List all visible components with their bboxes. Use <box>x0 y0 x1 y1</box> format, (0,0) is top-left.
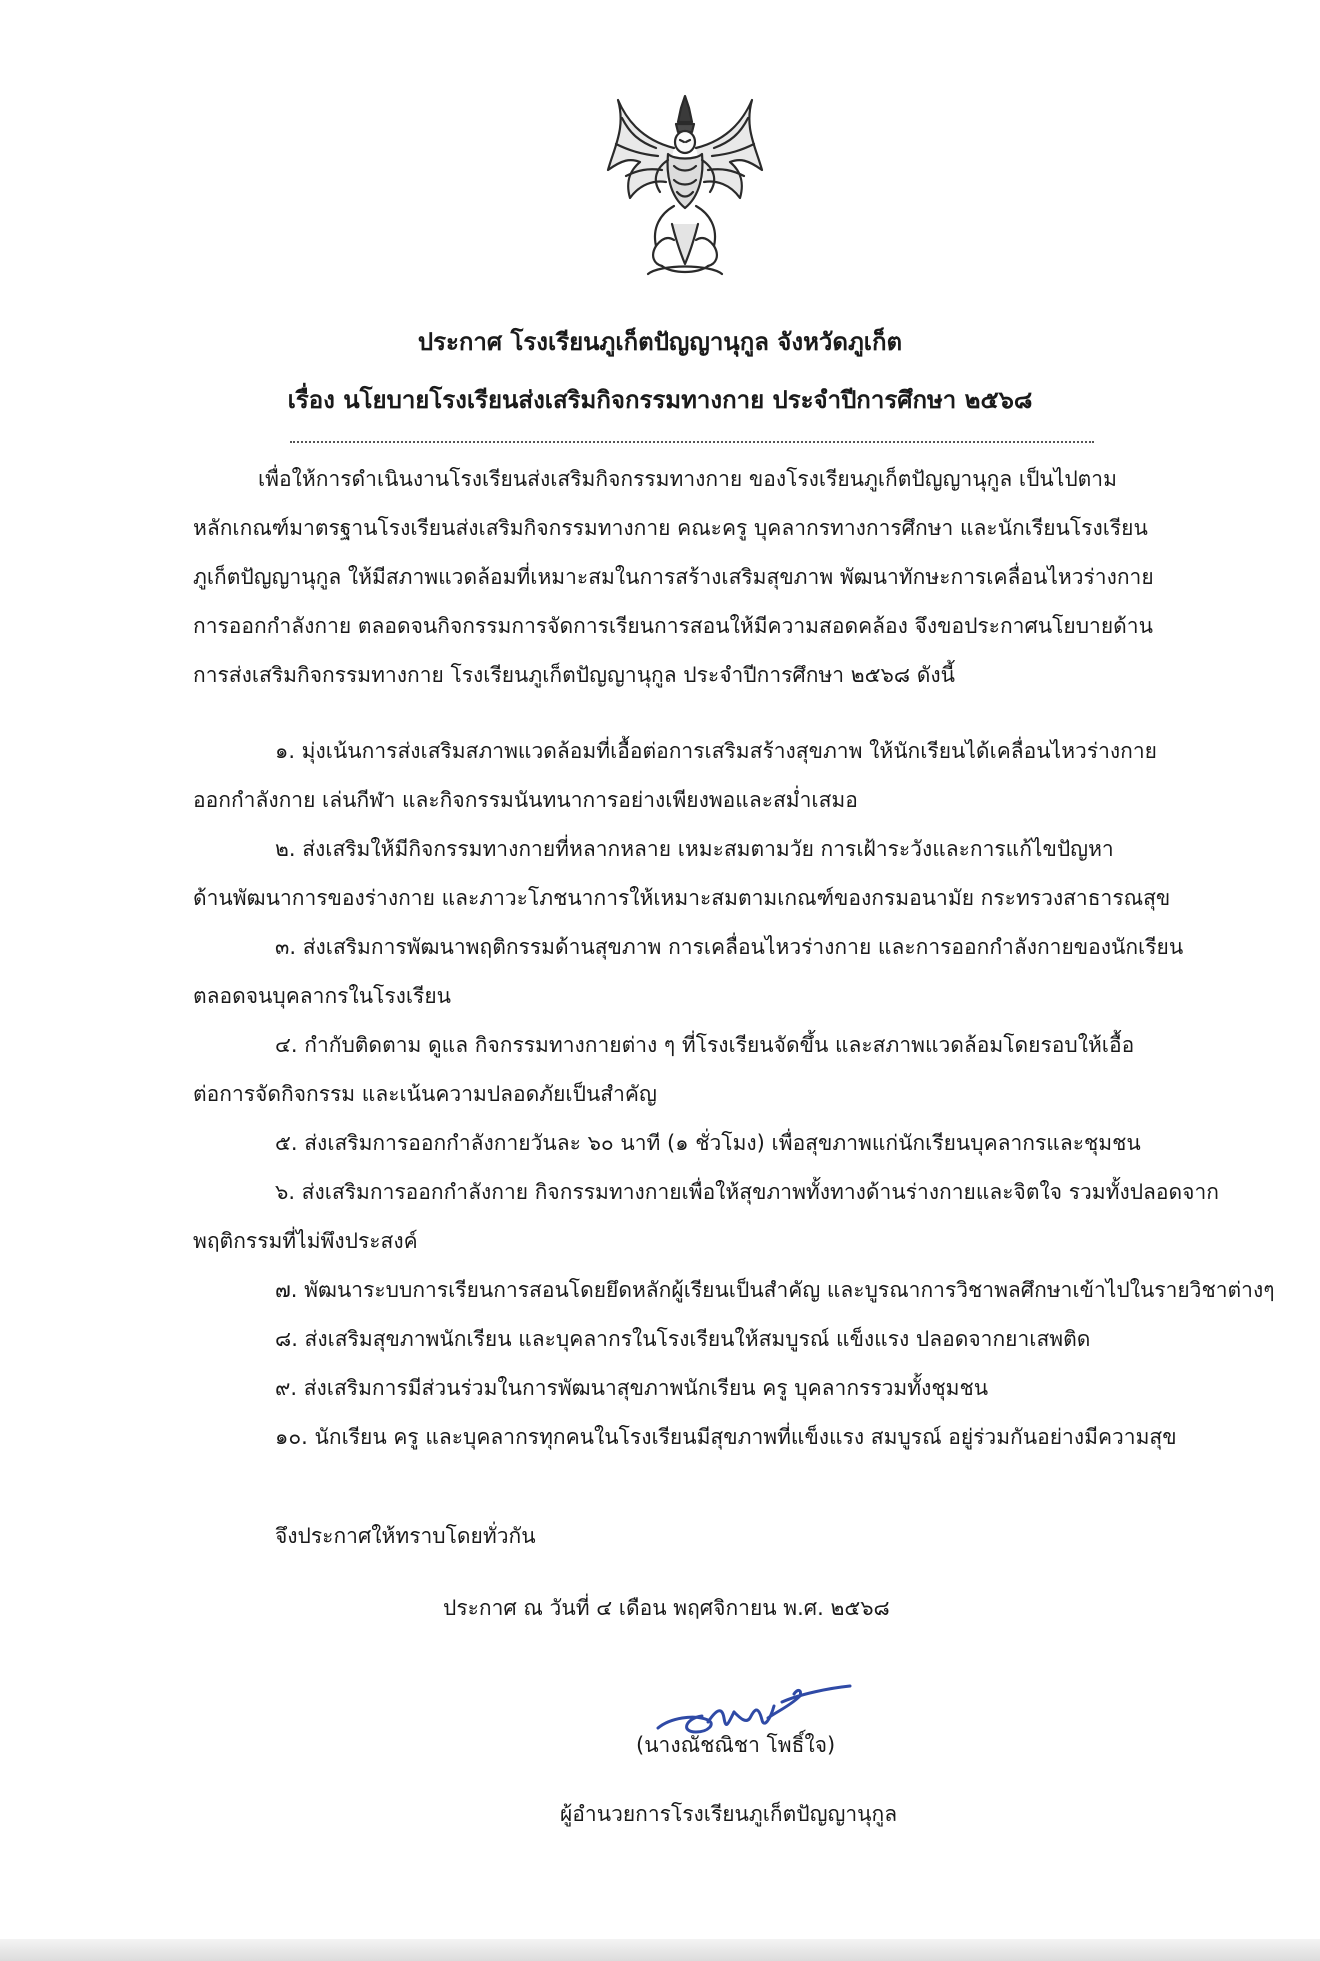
policy-item: ๘. ส่งเสริมสุขภาพนักเรียน และบุคลากรในโรงเรียนให้สมบูรณ์ แข็งแรง ปลอดจากยาเสพติด <box>275 1327 1091 1351</box>
policy-item: ๕. ส่งเสริมการออกกำลังกายวันละ ๖๐ นาที (๑ ชั่วโมง) เพื่อสุขภาพแก่นักเรียนบุคลากรและชุมชน <box>275 1131 1141 1155</box>
policy-item: ๒. ส่งเสริมให้มีกิจกรรมทางกายที่หลากหลาย เหมะสมตามวัย การเฝ้าระวังและการแก้ไขปัญหา <box>275 837 1114 861</box>
policy-item-continuation: ตลอดจนบุคลากรในโรงเรียน <box>193 984 451 1008</box>
announcement-subject: เรื่อง นโยบายโรงเรียนส่งเสริมกิจกรรมทางกาย ประจำปีการศึกษา ๒๕๖๘ <box>287 386 1033 414</box>
announcement-date: ประกาศ ณ วันที่ ๔ เดือน พฤศจิกายน พ.ศ. ๒๕๖๘ <box>443 1596 890 1620</box>
announcement-title: ประกาศ โรงเรียนภูเก็ตปัญญานุกูล จังหวัดภูเก็ต <box>417 328 903 356</box>
policy-item-continuation: ออกกำลังกาย เล่นกีฬา และกิจกรรมนันทนาการอย่างเพียงพอและสม่ำเสมอ <box>193 788 858 812</box>
signer-position: ผู้อำนวยการโรงเรียนภูเก็ตปัญญานุกูล <box>560 1802 898 1826</box>
closing-statement: จึงประกาศให้ทราบโดยทั่วกัน <box>275 1524 536 1548</box>
policy-item: ๔. กำกับติดตาม ดูแล กิจกรรมทางกายต่าง ๆ ที่โรงเรียนจัดขึ้น และสภาพแวดล้อมโดยรอบให้เอื้อ <box>275 1033 1135 1057</box>
policy-item: ๑๐. นักเรียน ครู และบุคลากรทุกคนในโรงเรียนมีสุขภาพที่แข็งแรง สมบูรณ์ อยู่ร่วมกันอย่างมีความสุข <box>275 1425 1177 1449</box>
policy-item: ๑. มุ่งเน้นการส่งเสริมสภาพแวดล้อมที่เอื้อต่อการเสริมสร้างสุขภาพ ให้นักเรียนได้เคลื่อนไหวร่างกาย <box>275 739 1157 763</box>
page-bottom-edge <box>0 1939 1320 1961</box>
policy-item: ๓. ส่งเสริมการพัฒนาพฤติกรรมด้านสุขภาพ การเคลื่อนไหวร่างกาย และการออกกำลังกายของนักเรียน <box>275 935 1184 959</box>
policy-item: ๗. พัฒนาระบบการเรียนการสอนโดยยึดหลักผู้เรียนเป็นสำคัญ และบูรณาการวิชาพลศึกษาเข้าไปในรายวิชาต่างๆ <box>275 1278 1275 1302</box>
policy-item-continuation: ด้านพัฒนาการของร่างกาย และภาวะโภชนาการให้เหมาะสมตามเกณฑ์ของกรมอนามัย กระทรวงสาธารณสุข <box>193 886 1171 910</box>
intro-line: การส่งเสริมกิจกรรมทางกาย โรงเรียนภูเก็ตปัญญานุกูล ประจำปีการศึกษา ๒๕๖๘ ดังนี้ <box>193 663 955 687</box>
dotted-divider <box>290 441 1094 443</box>
signer-name: (นางณัชณิชา โพธิ์ใจ) <box>636 1733 836 1757</box>
policy-item: ๙. ส่งเสริมการมีส่วนร่วมในการพัฒนาสุขภาพนักเรียน ครู บุคลากรรวมทั้งชุมชน <box>275 1376 989 1400</box>
intro-line: ภูเก็ตปัญญานุกูล ให้มีสภาพแวดล้อมที่เหมาะสมในการสร้างเสริมสุขภาพ พัฒนาทักษะการเคลื่อนไหวร่างกาย <box>193 565 1154 589</box>
intro-line: การออกกำลังกาย ตลอดจนกิจกรรมการจัดการเรียนการสอนให้มีความสอดคล้อง จึงขอประกาศนโยบายด้าน <box>193 614 1153 638</box>
intro-line: เพื่อให้การดำเนินงานโรงเรียนส่งเสริมกิจกรรมทางกาย ของโรงเรียนภูเก็ตปัญญานุกูล เป็นไปตาม <box>258 467 1117 491</box>
intro-line: หลักเกณฑ์มาตรฐานโรงเรียนส่งเสริมกิจกรรมทางกาย คณะครู บุคลากรทางการศึกษา และนักเรียนโรงเรียน <box>193 516 1148 540</box>
policy-item: ๖. ส่งเสริมการออกกำลังกาย กิจกรรมทางกายเพื่อให้สุขภาพทั้งทางด้านร่างกายและจิตใจ รวมทั้งปลอดจาก <box>275 1180 1219 1204</box>
policy-item-continuation: พฤติกรรมที่ไม่พึงประสงค์ <box>193 1229 418 1253</box>
garuda-emblem-icon <box>600 88 770 280</box>
policy-item-continuation: ต่อการจัดกิจกรรม และเน้นความปลอดภัยเป็นสำคัญ <box>193 1082 657 1106</box>
